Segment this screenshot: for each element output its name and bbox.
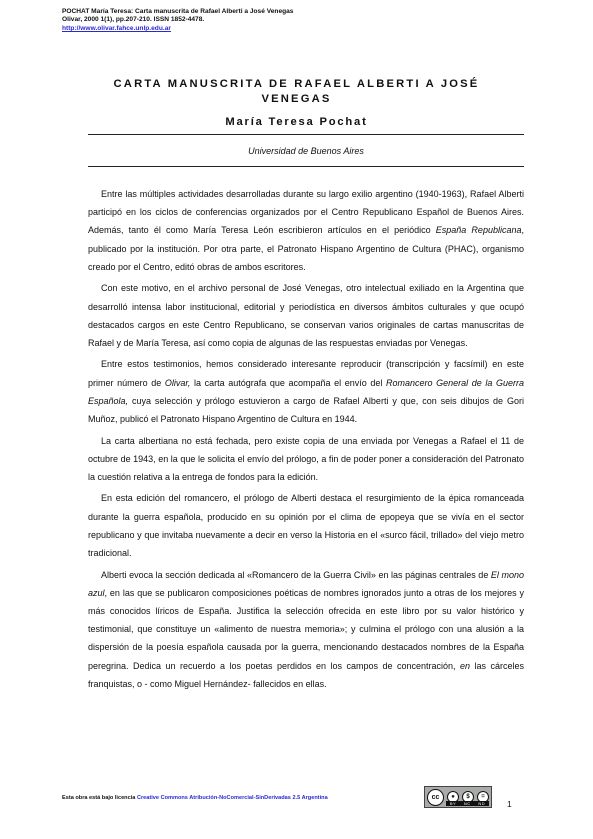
article-author: María Teresa Pochat	[225, 116, 368, 128]
article-title: CARTA MANUSCRITA DE RAFAEL ALBERTI A JOSÉ VENEGAS	[113, 78, 480, 105]
license-strip: BY NC ND	[446, 801, 489, 806]
cc-license-badge[interactable]	[424, 786, 492, 808]
article-body	[88, 185, 524, 696]
periodical-title: El mono azul	[88, 569, 524, 598]
page-number: 1	[507, 799, 512, 809]
periodical-title: España Republicana	[435, 225, 522, 236]
paragraph: Alberti evoca la sección dedicada al «Romancero de la Guerra Civil» en las páginas centrales de El mono azul, en las que se publicaron composiciones poéticas de nombres ignorados junto a otras de los mejores y más conocidos líricos de España. Justifica la selección ofrecida en este libro por su valor histórico y testimonial, que constituye un «alimento de nuestra memoria»; y culmina el prólogo con una alusión a la dispersión de la poesía española causada por la guerra, mencionando destacados nombres de la España peregrina. Dedica un recuerdo a los poetas perdidos en los campos de concentración, en las cárceles franquistas, o - como Miguel Hernández- fallecidos en ellas.	[88, 569, 524, 689]
paragraph: Con este motivo, en el archivo personal de José Venegas, otro intelectual exiliado en la Argentina que desarrolló intensa labor institucional, editorial y periodística en diversos ámbitos culturales y que ocupó destacados cargos en este Centro Republicano, se conservan varios originales de cartas manuscritas de Rafael y de María Teresa, así como copia de algunas de las respuestas enviadas por Venegas.	[88, 283, 524, 348]
author-affiliation: Universidad de Buenos Aires	[248, 146, 364, 156]
license-link[interactable]: Creative Commons Atribución-NoComercial-SinDerivadas 2.5 Argentina	[136, 795, 328, 801]
running-header-citation: POCHAT María Teresa: Carta manuscrita de Rafael Alberti a José Venegas	[62, 8, 294, 15]
journal-url-link[interactable]: http://www.olivar.fahce.unlp.edu.ar	[62, 25, 171, 32]
cc-license-icon: cc	[427, 789, 444, 806]
paragraph: La carta albertiana no está fechada, pero existe copia de una enviada por Venegas a Rafael el 11 de octubre de 1943, en la que le solicita el envío del prólogo, a fin de poder poner a consideración del Patronato la cuestión relativa a la entrega de fondos para la edición.	[88, 435, 524, 482]
journal-title: Olivar,	[164, 377, 191, 388]
running-header-issue: Olivar, 2000 1(1), pp.207-210. ISSN 1852-4478.	[62, 16, 205, 23]
by-icon: ●	[447, 791, 459, 803]
divider	[88, 134, 524, 135]
divider	[88, 166, 524, 167]
paragraph: En esta edición del romancero, el prólogo de Alberti destaca el resurgimiento de la épica romanceada durante la guerra española, producido en su opinión por el clima de epopeya que se vivía en el sector republicano y que invitaba nuevamente a decir en verso la Historia en el «surco fácil, trillado» del viejo metro tradicional.	[88, 493, 524, 559]
nd-icon: =	[477, 791, 489, 803]
paragraph: Entre estos testimonios, hemos considerado interesante reproducir (transcripción y facsímil) en este primer número de Olivar, la carta autógrafa que acompaña el envío del Romancero General de la Guerra Española, cuya selección y prólogo estuvieron a cargo de Rafael Alberti y que, con seis dibujos de Gori Muñoz, publicó el Patronato Hispano Argentino de Cultura en 1944.	[88, 359, 524, 425]
nc-icon: $	[462, 791, 474, 803]
paragraph: Entre las múltiples actividades desarrolladas durante su largo exilio argentino (1940-1963), Rafael Alberti participó en los ciclos de conferencias organizados por el Centro Republicano Español de Buenos Aires. Además, tanto él como María Teresa León escribieron artículos en el periódico España Republicana, publicado por la institución. Por otra parte, el Patronato Hispano Argentino de Cultura (PHAC), organismo creado por el Centro, editó obras de ambos escritores.	[88, 189, 524, 272]
book-title: Romancero General de la Guerra Española,	[88, 377, 524, 406]
license-notice: Esta obra está bajo licencia Creative Commons Atribución-NoComercial-SinDerivadas 2.5 Argentina	[62, 795, 328, 801]
